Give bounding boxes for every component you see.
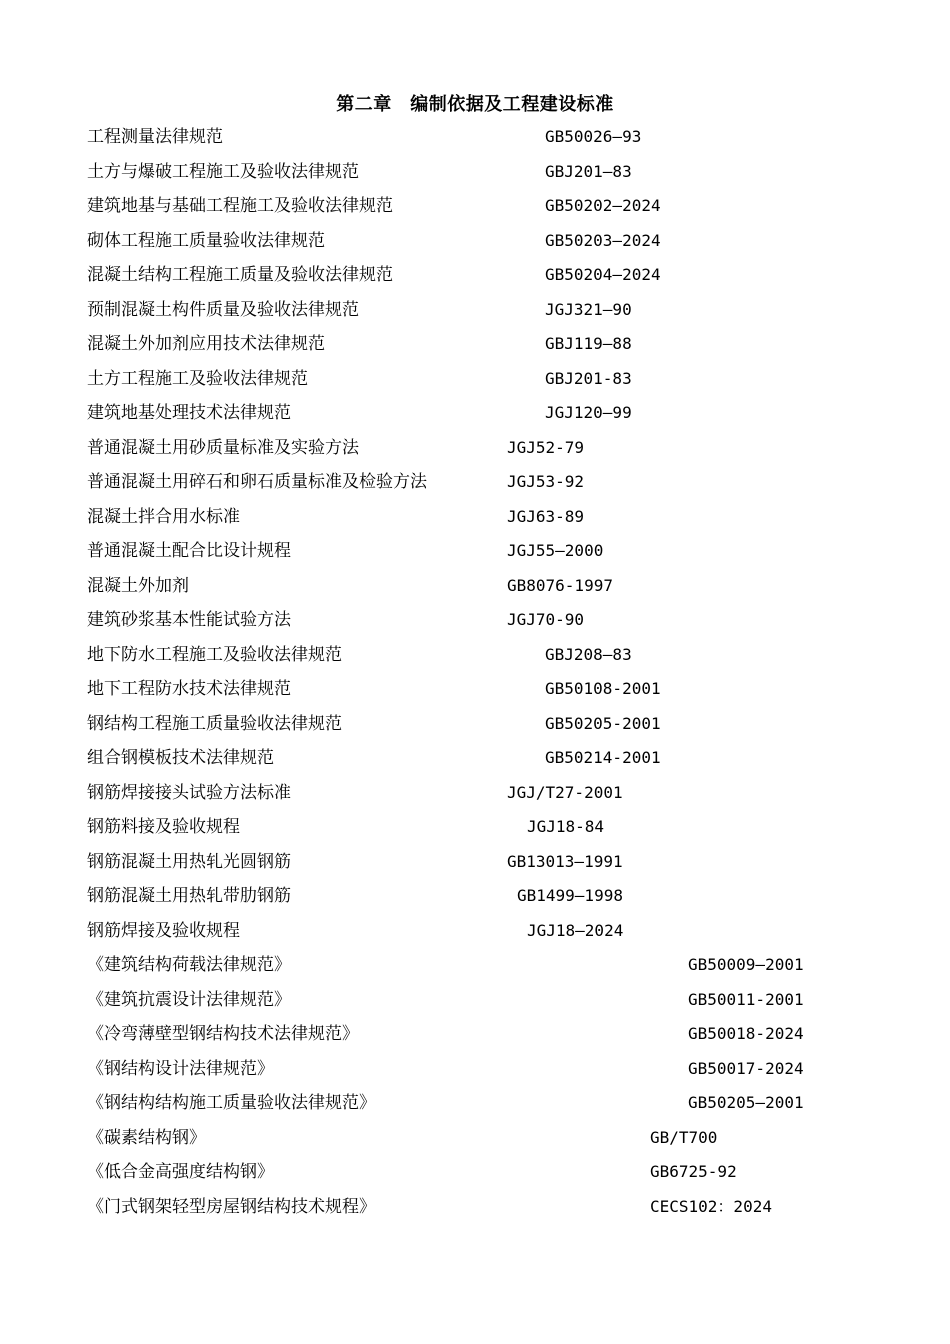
standard-code: JGJ/T27-2001	[507, 782, 623, 802]
standard-row	[0, 881, 950, 911]
standard-code: GBJ208—83	[545, 644, 632, 664]
standard-code: JGJ55—2000	[507, 541, 604, 560]
standard-code: JGJ52-79	[507, 437, 585, 457]
standard-row	[0, 812, 950, 842]
standard-code: GB50205-2001	[545, 713, 661, 733]
standard-name: 土方与爆破工程施工及验收法律规范	[87, 161, 359, 182]
standard-name: 《钢结构结构施工质量验收法律规范》	[87, 1093, 376, 1113]
standard-name: 地下工程防水技术法律规范	[87, 679, 291, 699]
standard-row	[0, 122, 950, 152]
standard-name: 普通混凝土用砂质量标准及实验方法	[87, 437, 359, 458]
standard-name: 建筑地基与基础工程施工及验收法律规范	[87, 196, 393, 216]
standard-code: GB1499—1998	[517, 886, 623, 905]
standard-row	[0, 743, 950, 773]
standard-name: 《低合金高强度结构钢》	[87, 1162, 274, 1182]
standard-code: JGJ63-89	[507, 506, 585, 526]
standard-row	[0, 329, 950, 359]
standard-name: 钢筋混凝土用热轧光圆钢筋	[87, 851, 291, 872]
standard-code: GBJ201—83	[545, 161, 632, 181]
standard-code: JGJ53-92	[507, 472, 585, 491]
standard-row	[0, 1019, 950, 1049]
standard-name: 钢筋焊接接头试验方法标准	[87, 782, 291, 803]
standard-row	[0, 536, 950, 566]
standard-name: 《碳素结构钢》	[87, 1127, 206, 1148]
standard-code: GB50009—2001	[688, 955, 804, 974]
standard-row	[0, 191, 950, 221]
standard-code: JGJ18-84	[527, 817, 605, 836]
standard-name: 《钢结构设计法律规范》	[87, 1058, 274, 1079]
standard-row	[0, 295, 950, 325]
standard-name: 建筑砂浆基本性能试验方法	[87, 610, 291, 630]
standard-row	[0, 571, 950, 601]
standard-row	[0, 467, 950, 497]
standard-name: 《建筑抗震设计法律规范》	[87, 989, 291, 1010]
standard-code: GBJ119—88	[545, 334, 632, 353]
standard-row	[0, 433, 950, 463]
standard-code: JGJ18—2024	[527, 920, 624, 940]
standard-name: 《冷弯薄壁型钢结构技术法律规范》	[87, 1024, 359, 1044]
standard-code: GB13013—1991	[507, 851, 623, 871]
standard-name: 普通混凝土配合比设计规程	[87, 541, 291, 561]
standard-name: 预制混凝土构件质量及验收法律规范	[87, 299, 359, 320]
standard-row	[0, 916, 950, 946]
standard-row	[0, 985, 950, 1015]
standard-row	[0, 398, 950, 428]
standard-row	[0, 226, 950, 256]
standard-row	[0, 640, 950, 670]
standard-row	[0, 364, 950, 394]
standard-name: 组合钢模板技术法律规范	[87, 748, 274, 768]
standard-row	[0, 674, 950, 704]
standard-name: 混凝土拌合用水标准	[87, 506, 240, 527]
standard-name: 钢结构工程施工质量验收法律规范	[87, 713, 342, 734]
chapter-title: 第二章 编制依据及工程建设标准	[336, 94, 614, 115]
standard-row	[0, 1157, 950, 1187]
standard-code: JGJ70-90	[507, 610, 585, 629]
standard-row	[0, 778, 950, 808]
standard-name: 地下防水工程施工及验收法律规范	[87, 644, 342, 665]
standard-code: JGJ120—99	[545, 403, 632, 422]
standard-code: GB8076-1997	[507, 575, 613, 595]
standard-row	[0, 709, 950, 739]
standard-name: 工程测量法律规范	[87, 127, 223, 147]
standard-code: GBJ201-83	[545, 368, 632, 388]
standard-code: GB50205—2001	[688, 1093, 804, 1112]
standard-code: GB50204—2024	[545, 265, 661, 284]
standard-row	[0, 950, 950, 980]
standard-name: 钢筋焊接及验收规程	[87, 920, 240, 941]
standard-name: 土方工程施工及验收法律规范	[87, 368, 308, 389]
standard-name: 混凝土外加剂	[87, 575, 189, 596]
standard-name: 混凝土外加剂应用技术法律规范	[87, 334, 325, 354]
standard-name: 砌体工程施工质量验收法律规范	[87, 230, 325, 251]
standard-row	[0, 260, 950, 290]
standard-name: 建筑地基处理技术法律规范	[87, 403, 291, 423]
standard-code: GB50011-2001	[688, 989, 804, 1009]
standard-code: GB50202—2024	[545, 196, 661, 215]
standard-row	[0, 157, 950, 187]
standard-code: JGJ321—90	[545, 299, 632, 319]
standard-name: 混凝土结构工程施工质量及验收法律规范	[87, 265, 393, 285]
standard-name: 《门式钢架轻型房屋钢结构技术规程》	[87, 1196, 376, 1217]
standard-row	[0, 847, 950, 877]
standard-code: CECS102：2024	[650, 1196, 772, 1216]
standard-row	[0, 1192, 950, 1222]
standard-code: GB50108-2001	[545, 679, 661, 698]
standard-name: 钢筋料接及验收规程	[87, 817, 240, 837]
standard-name: 普通混凝土用碎石和卵石质量标准及检验方法	[87, 472, 427, 492]
standard-row	[0, 1054, 950, 1084]
standard-code: GB50203—2024	[545, 230, 661, 250]
standard-code: GB6725-92	[650, 1162, 737, 1181]
standard-name: 钢筋混凝土用热轧带肋钢筋	[87, 886, 291, 906]
standard-name: 《建筑结构荷载法律规范》	[87, 955, 291, 975]
standard-code: GB/T700	[650, 1127, 718, 1147]
standard-row	[0, 1123, 950, 1153]
standard-row	[0, 502, 950, 532]
standard-code: GB50026—93	[545, 127, 642, 146]
standard-code: GB50214-2001	[545, 748, 661, 767]
standard-row	[0, 1088, 950, 1118]
standard-code: GB50018-2024	[688, 1024, 804, 1043]
standard-row	[0, 605, 950, 635]
standard-code: GB50017-2024	[688, 1058, 804, 1078]
